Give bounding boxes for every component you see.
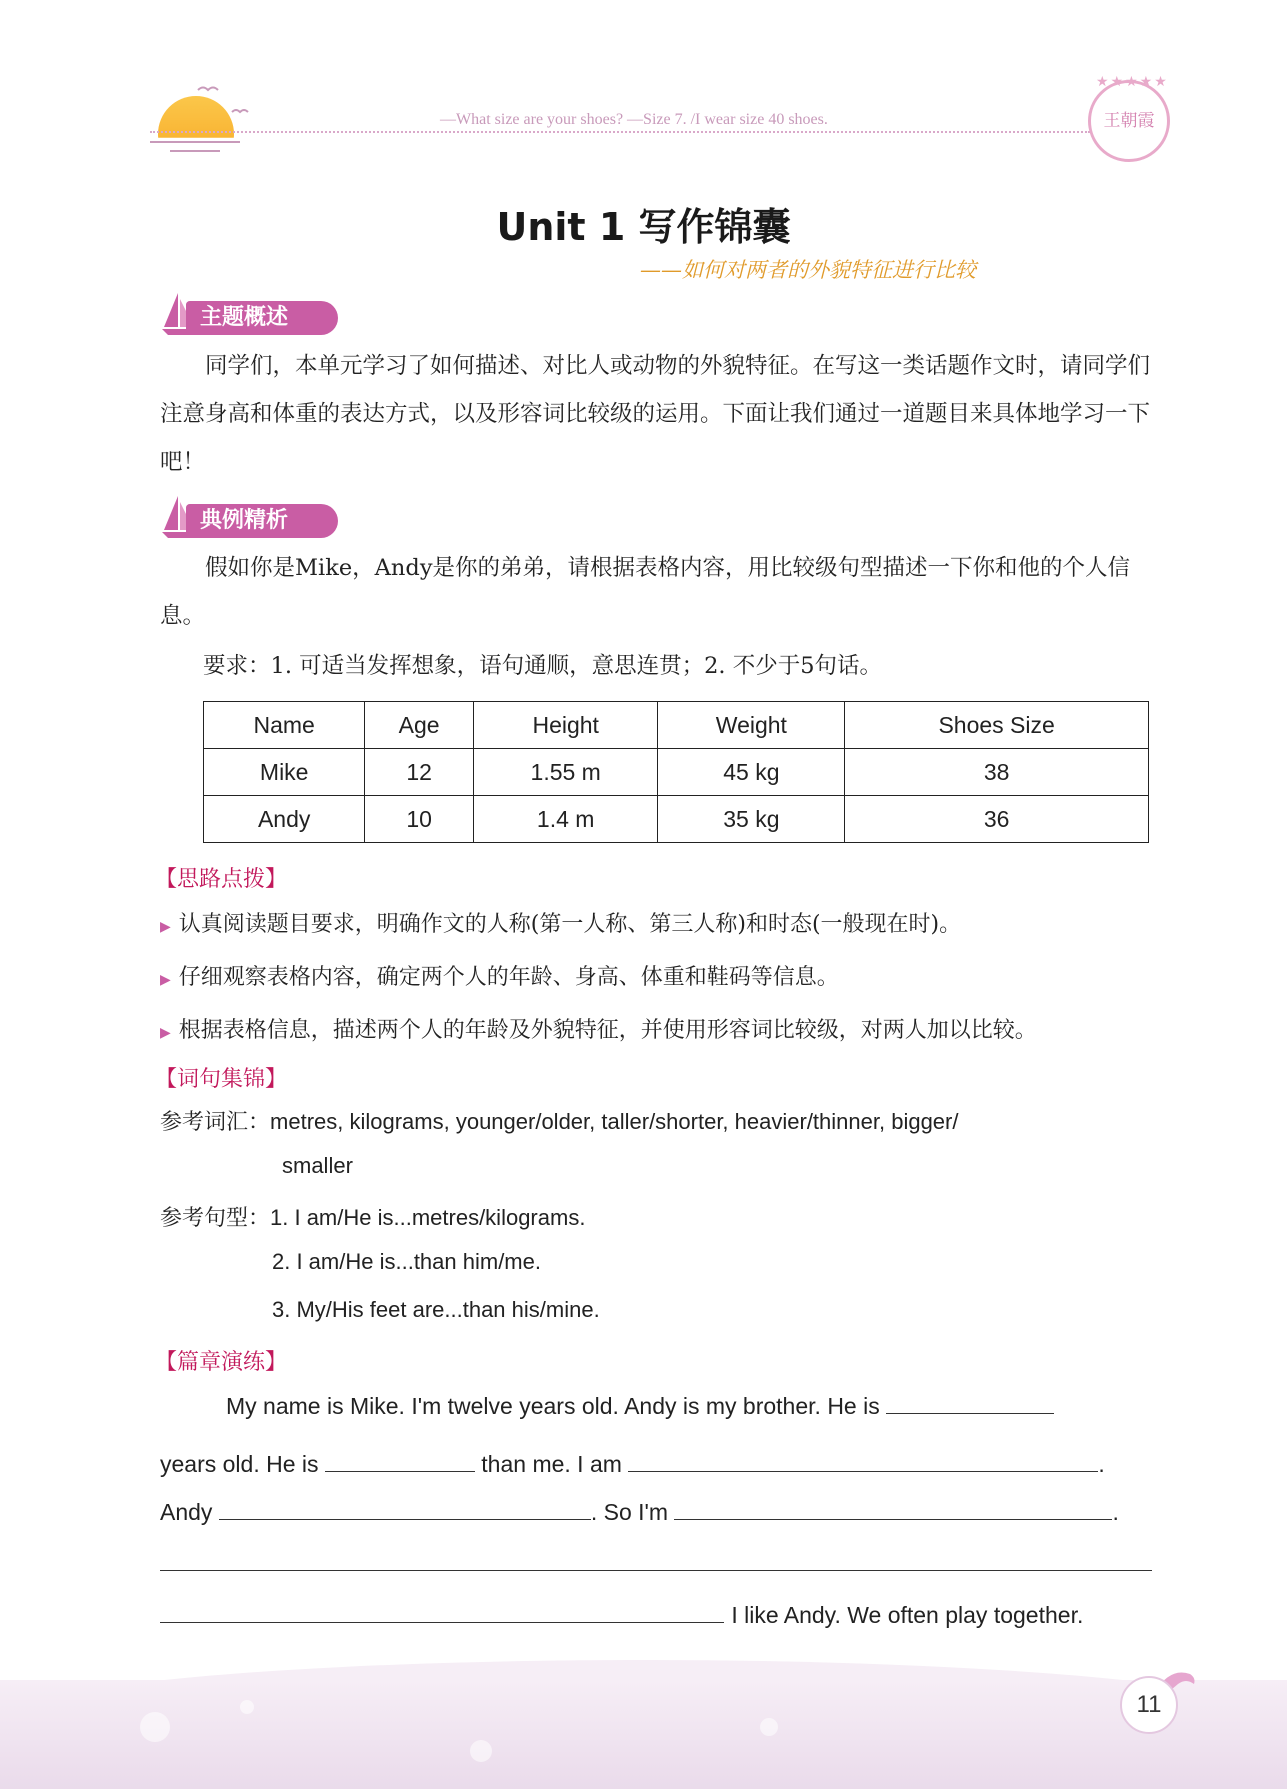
bullet-triangle-icon: ▶ <box>160 1025 171 1041</box>
table-header-cell: Age <box>365 702 474 749</box>
vocab-label: 参考词汇： <box>160 1110 271 1135</box>
sentence-pattern: 2. I am/He is...than him/me. <box>272 1249 541 1274</box>
page-subtitle: ——如何对两者的外貌特征进行比较 <box>640 258 976 282</box>
table-header-cell: Shoes Size <box>845 702 1149 749</box>
table-header-cell: Weight <box>658 702 845 749</box>
footer-band <box>0 1680 1287 1789</box>
section-label: 主题概述 <box>186 301 338 335</box>
answer-blank[interactable] <box>628 1447 1098 1472</box>
vocab-text: metres, kilograms, younger/older, taller/shorter, heavier/thinner, bigger/ <box>270 1109 959 1134</box>
practice-text: . So I'm <box>590 1499 669 1525</box>
requirements-text: 要求：1. 可适当发挥想象，语句通顺，意思连贯；2. 不少于5句话。 <box>203 653 883 679</box>
vocab-text-cont: smaller <box>282 1153 353 1178</box>
practice-line-1 <box>226 1389 1054 1420</box>
phrases-heading: 【词句集锦】 <box>155 1067 288 1092</box>
table-cell: 1.4 m <box>473 796 658 843</box>
sentence-pattern: 3. My/His feet are...than his/mine. <box>272 1297 600 1322</box>
table-cell: 10 <box>365 796 474 843</box>
practice-text: . <box>1098 1451 1105 1477</box>
answer-blank[interactable] <box>160 1598 724 1623</box>
practice-text: Andy <box>160 1499 213 1525</box>
table-cell: Andy <box>204 796 365 843</box>
practice-line-2 <box>160 1447 1105 1478</box>
section-label: 典例精析 <box>186 504 338 538</box>
hint-item <box>160 960 839 991</box>
table-row <box>204 796 1149 843</box>
info-table <box>203 701 1149 843</box>
bubble-decoration <box>470 1740 492 1762</box>
task-paragraph: 假如你是Mike，Andy是你的弟弟，请根据表格内容，用比较级句型描述一下你和他的个人信息。 <box>160 555 1131 629</box>
hint-text: 仔细观察表格内容，确定两个人的年龄、身高、体重和鞋码等信息。 <box>178 965 839 990</box>
bullet-triangle-icon: ▶ <box>160 919 171 935</box>
overview-paragraph: 同学们，本单元学习了如何描述、对比人或动物的外貌特征。在写这一类话题作文时，请同学们注意身高和体重的表达方式，以及形容词比较级的运用。下面让我们通过一道题目来具体地学习一下吧！ <box>160 353 1151 475</box>
table-cell: 35 kg <box>658 796 845 843</box>
practice-text: My name is Mike. I'm twelve years old. Andy is my brother. He is <box>226 1393 880 1419</box>
answer-blank[interactable] <box>219 1495 591 1520</box>
hint-item <box>160 1013 1037 1044</box>
sentence-line <box>160 1201 585 1232</box>
table-cell: 12 <box>365 749 474 796</box>
hints-heading: 【思路点拨】 <box>155 867 288 892</box>
table-cell: 36 <box>845 796 1149 843</box>
decorative-line <box>150 141 240 143</box>
table-row <box>204 749 1149 796</box>
table-header-row <box>204 702 1149 749</box>
practice-line-3 <box>160 1495 1119 1526</box>
practice-text: . <box>1112 1499 1119 1525</box>
sentence-label: 参考句型： <box>160 1206 271 1231</box>
bubble-decoration <box>240 1700 254 1714</box>
practice-text: than me. I am <box>481 1451 622 1477</box>
hint-text: 认真阅读题目要求，明确作文的人称(第一人称、第三人称)和时态(一般现在时)。 <box>178 912 962 937</box>
bubble-decoration <box>140 1712 170 1742</box>
table-cell: 38 <box>845 749 1149 796</box>
answer-blank[interactable] <box>886 1389 1054 1414</box>
table-cell: 45 kg <box>658 749 845 796</box>
running-header: —What size are your shoes? —Size 7. /I wear size 40 shoes. <box>440 111 828 128</box>
practice-line-5 <box>160 1598 1156 1629</box>
hint-text: 根据表格信息，描述两个人的年龄及外貌特征，并使用形容词比较级，对两人加以比较。 <box>178 1018 1037 1043</box>
page-title: Unit 1 写作锦囊 <box>496 205 791 249</box>
sentence-pattern: 1. I am/He is...metres/kilograms. <box>270 1205 586 1230</box>
bullet-triangle-icon: ▶ <box>160 972 171 988</box>
practice-text: I like Andy. We often play together. <box>731 1602 1084 1628</box>
page-number: 11 <box>1120 1676 1178 1734</box>
practice-text: years old. He is <box>160 1451 319 1477</box>
table-header-cell: Height <box>473 702 658 749</box>
answer-line[interactable] <box>160 1570 1152 1571</box>
bubble-decoration <box>760 1718 778 1736</box>
answer-blank[interactable] <box>674 1495 1112 1520</box>
birds-icon <box>196 84 256 124</box>
stars-icon: ★★★★★ <box>1096 74 1169 90</box>
vocab-line <box>160 1105 958 1136</box>
practice-heading: 【篇章演练】 <box>155 1350 288 1375</box>
hint-item <box>160 907 961 938</box>
decorative-line <box>170 150 220 152</box>
table-cell: 1.55 m <box>473 749 658 796</box>
publisher-logo: 王朝霞 <box>1088 80 1170 162</box>
table-cell: Mike <box>204 749 365 796</box>
table-header-cell: Name <box>204 702 365 749</box>
answer-blank[interactable] <box>325 1447 475 1472</box>
header-rule <box>150 131 1090 133</box>
